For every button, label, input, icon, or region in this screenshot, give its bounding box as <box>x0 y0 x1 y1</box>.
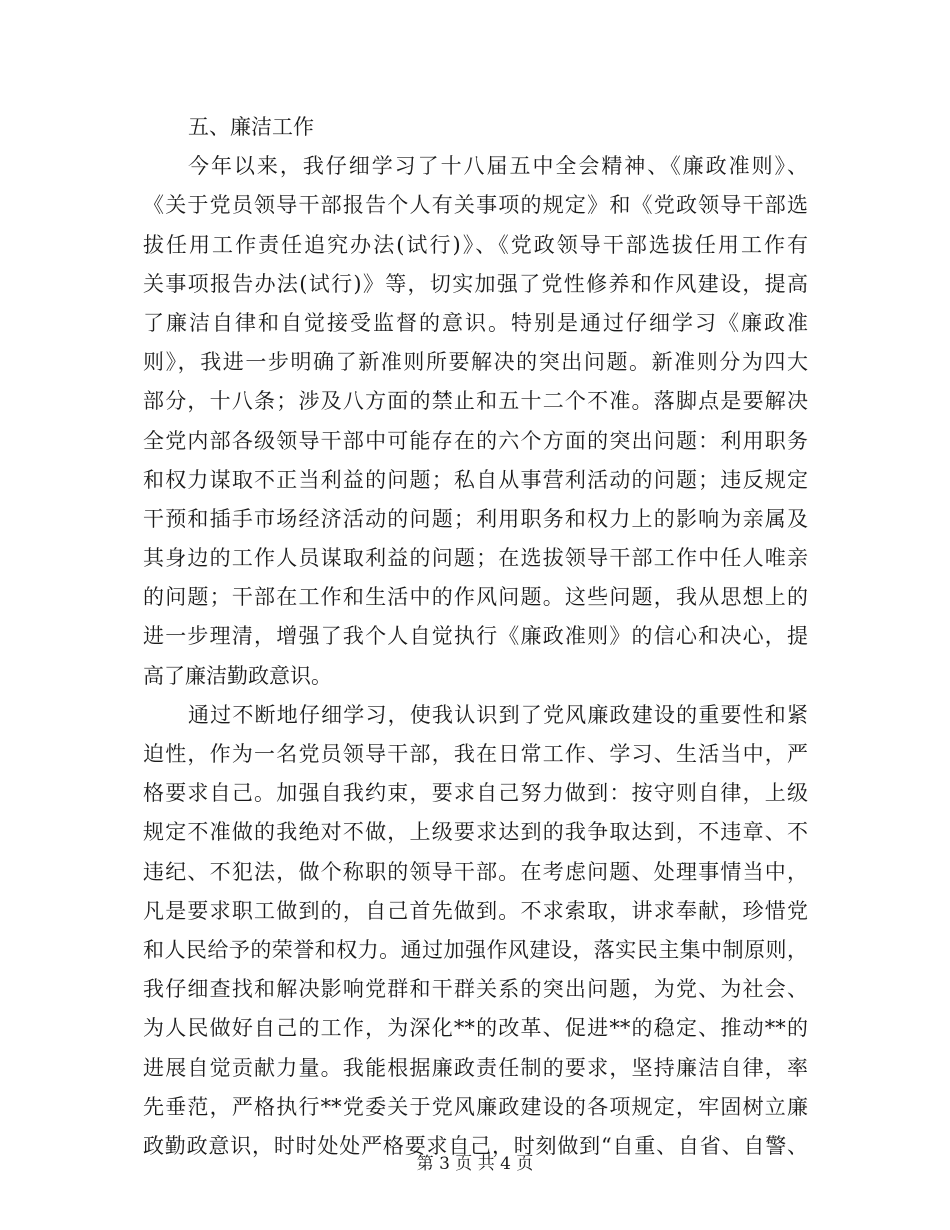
paragraph-line: 今年以来，我仔细学习了十八届五中全会精神、《廉政准则》、 <box>188 154 808 179</box>
paragraph-line: 先垂范，严格执行**党委关于党风廉政建设的各项规定，牢固树立廉 <box>143 1094 808 1119</box>
paragraph-line: 进展自觉贡献力量。我能根据廉政责任制的要求，坚持廉洁自律，率 <box>143 1055 808 1080</box>
paragraph-line: 和人民给予的荣誉和权力。通过加强作风建设，落实民主集中制原则， <box>143 937 808 962</box>
paragraph <box>143 696 808 1166</box>
paragraph-line: 高了廉洁勤政意识。 <box>143 663 332 688</box>
paragraph-line: 通过不断地仔细学习，使我认识到了党风廉政建设的重要性和紧 <box>188 702 808 727</box>
paragraph-line: 格要求自己。加强自我约束，要求自己努力做到：按守则自律，上级 <box>143 781 808 806</box>
paragraph-line: 的问题；干部在工作和生活中的作风问题。这些问题，我从思想上的 <box>143 585 808 610</box>
paragraph-line: 我仔细查找和解决影响党群和干群关系的突出问题，为党、为社会、 <box>143 977 808 1002</box>
page-footer: 第 3 页 共 4 页 <box>416 1154 534 1174</box>
paragraph-line: 政勤政意识，时时处处严格要求自己，时刻做到“自重、自省、自警、 <box>143 1133 808 1158</box>
paragraph <box>143 147 808 696</box>
paragraph-line: 部分，十八条；涉及八方面的禁止和五十二个不准。落脚点是要解决 <box>143 389 808 414</box>
paragraph-line: 其身边的工作人员谋取利益的问题；在选拔领导干部工作中任人唯亲 <box>143 546 808 571</box>
paragraph-line: 全党内部各级领导干部中可能存在的六个方面的突出问题：利用职务 <box>143 428 808 453</box>
paragraph-line: 干预和插手市场经济活动的问题；利用职务和权力上的影响为亲属及 <box>143 506 808 531</box>
paragraph-line: 规定不准做的我绝对不做，上级要求达到的我争取达到，不违章、不 <box>143 820 808 845</box>
document-body <box>143 108 808 1166</box>
paragraph-line: 迫性，作为一名党员领导干部，我在日常工作、学习、生活当中，严 <box>143 742 808 766</box>
paragraph-line: 关事项报告办法(试行)》等，切实加强了党性修养和作风建设，提高 <box>143 271 808 296</box>
paragraphs <box>143 147 808 1166</box>
section-heading: 五、廉洁工作 <box>188 115 314 139</box>
paragraph-line: 了廉洁自律和自觉接受监督的意识。特别是通过仔细学习《廉政准 <box>143 310 808 335</box>
paragraph-line: 违纪、不犯法，做个称职的领导干部。在考虑问题、处理事情当中， <box>143 859 808 884</box>
paragraph-line: 进一步理清，增强了我个人自觉执行《廉政准则》的信心和决心，提 <box>143 624 808 649</box>
paragraph-line: 和权力谋取不正当利益的问题；私自从事营利活动的问题；违反规定 <box>143 467 808 492</box>
paragraph-line: 则》，我进一步明确了新准则所要解决的突出问题。新准则分为四大 <box>143 350 808 375</box>
paragraph-line: 拔任用工作责任追究办法(试行)》、《党政领导干部选拔任用工作有 <box>143 232 808 257</box>
paragraph-line: 《关于党员领导干部报告个人有关事项的规定》和《党政领导干部选 <box>143 193 808 218</box>
paragraph-line: 为人民做好自己的工作，为深化**的改革、促进**的稳定、推动**的 <box>143 1016 808 1041</box>
paragraph-line: 凡是要求职工做到的，自己首先做到。不求索取，讲求奉献，珍惜党 <box>143 898 808 923</box>
